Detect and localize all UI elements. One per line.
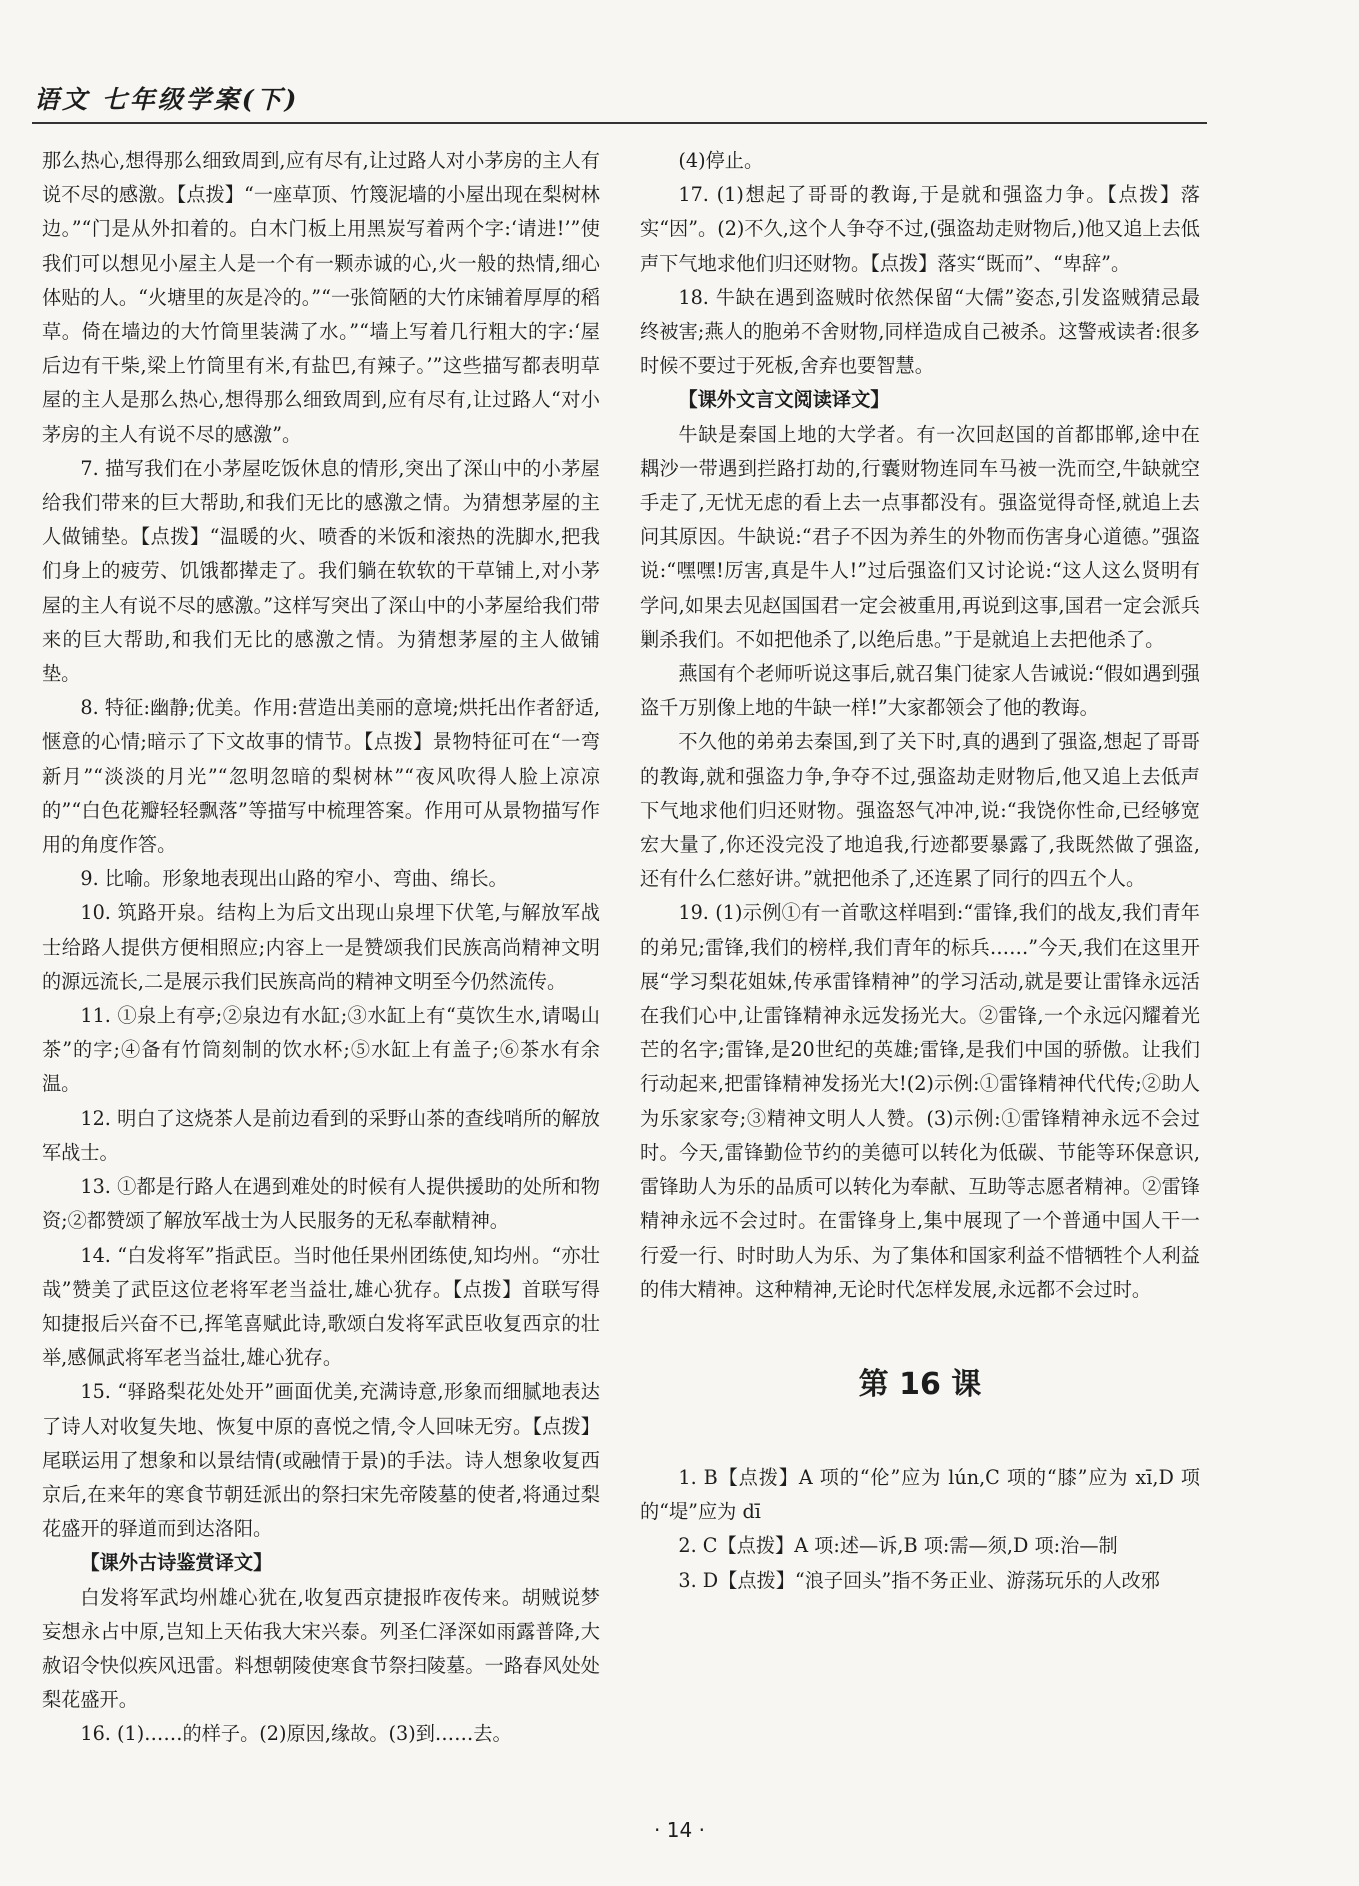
page-header [32,82,1207,124]
translation-paragraph: 牛缺是秦国上地的大学者。有一次回赵国的首都邯郸,途中在耦沙一带遇到拦路打劫的,行囊财物连同车马被一洗而空,牛缺就空手走了,无忧无虑的看上去一点事都没有。强盗觉得奇怪,就追上去问其原因。牛缺说:“君子不因为养生的外物而伤害身心道德。”强盗说:“嘿嘿!厉害,真是牛人!”过后强盗们又讨论说:“这人这么贤明有学问,如果去见赵国国君一定会被重用,再说到这事,国君一定会派兵剿杀我们。不如把他杀了,以绝后患。”于是就追上去把他杀了。 [640,422,1200,651]
answer-13: 13. ①都是行路人在遇到难处的时候有人提供援助的处所和物资;②都赞颂了解放军战士为人民服务的无私奉献精神。 [42,1175,600,1233]
page-number: · 14 · [654,1818,705,1842]
answer-17: 17. (1)想起了哥哥的教诲,于是就和强盗力争。【点拨】落实“因”。(2)不久,这个人争夺不过,(强盗劫走财物后,)他又追上去低声下气地求他们归还财物。【点拨】落实“既而”、“卑辞”。 [640,183,1200,275]
answer-8: 8. 特征:幽静;优美。作用:营造出美丽的意境;烘托出作者舒适,惬意的心情;暗示了下文故事的情节。【点拨】景物特征可在“一弯新月”“淡淡的月光”“忽明忽暗的梨树林”“夜风吹得人脸上凉凉的”“白色花瓣轻轻飘落”等描写中梳理答案。作用可从景物描写作用的角度作答。 [42,696,600,857]
right-column [640,144,1200,1598]
answer-7: 7. 描写我们在小茅屋吃饭休息的情形,突出了深山中的小茅屋给我们带来的巨大帮助,和我们无比的感激之情。为猜想茅屋的主人做铺垫。【点拨】“温暖的火、喷香的米饭和滚热的洗脚水,把我们身上的疲劳、饥饿都撵走了。我们躺在软软的干草铺上,对小茅屋的主人有说不尽的感激。”这样写突出了深山中的小茅屋给我们带来的巨大帮助,和我们无比的感激之情。为猜想茅屋的主人做铺垫。 [42,456,600,686]
answer-18: 18. 牛缺在遇到盗贼时依然保留“大儒”姿态,引发盗贼猜忌最终被害;燕人的胞弟不舍财物,同样造成自己被杀。这警戒读者:很多时候不要过于死板,舍弃也要智慧。 [640,285,1200,378]
answer-2: 2. C【点拨】A 项:述—诉,B 项:需—须,D 项:治—制 [678,1534,1118,1558]
answer-11: 11. ①泉上有亭;②泉边有水缸;③水缸上有“莫饮生水,请喝山茶”的字;④备有竹筒刻制的饮水杯;⑤水缸上有盖子;⑥茶水有余温。 [42,1004,600,1096]
translation-paragraph: 燕国有个老师听说这事后,就召集门徒家人告诫说:“假如遇到强盗千万别像上地的牛缺一样!”大家都领会了他的教诲。 [640,662,1200,720]
section-heading: 【课外古诗鉴赏译文】 [80,1551,273,1575]
answer-1: 1. B【点拨】A 项的“伦”应为 lún,C 项的“膝”应为 xī,D 项的“堤”应为 dī [640,1465,1200,1524]
answer-19: 19. (1)示例①有一首歌这样唱到:“雷锋,我们的战友,我们青年的弟兄;雷锋,我们的榜样,我们青年的标兵……”今天,我们在这里开展“学习梨花姐妹,传承雷锋精神”的学习活动,就是要让雷锋永远活在我们心中,让雷锋精神永远发扬光大。②雷锋,一个永远闪耀着光芒的名字;雷锋,是20世纪的英雄;雷锋,是我们中国的骄傲。让我们行动起来,把雷锋精神发扬光大!(2)示例:①雷锋精神代代传;②助人为乐家家夸;③精神文明人人赞。(3)示例:①雷锋精神永远不会过时。今天,雷锋勤俭节约的美德可以转化为低碳、节能等环保意识,雷锋助人为乐的品质可以转化为奉献、互助等志愿者精神。②雷锋精神永远不会过时。在雷锋身上,集中展现了一个普通中国人干一行爱一行、时时助人为乐、为了集体和国家利益不惜牺牲个人利益的伟大精神。这种精神,无论时代怎样发展,永远都不会过时。 [640,901,1200,1301]
answer-16: 16. (1)……的样子。(2)原因,缘故。(3)到……去。 [80,1722,512,1746]
left-column [42,144,600,1752]
answer-12: 12. 明白了这烧茶人是前边看到的采野山茶的查线哨所的解放军战士。 [42,1106,600,1164]
answer-16-cont: (4)停止。 [678,149,764,172]
answer-14: 14. “白发将军”指武臣。当时他任果州团练使,知均州。“亦壮哉”赞美了武臣这位老将军老当益壮,雄心犹存。【点拨】首联写得知捷报后兴奋不已,挥笔喜赋此诗,歌颂白发将军武臣收复西京的壮举,感佩武将军老当益壮,雄心犹存。 [42,1243,600,1370]
answer-10: 10. 筑路开泉。结构上为后文出现山泉埋下伏笔,与解放军战士给路人提供方便相照应;内容上一是赞颂我们民族高尚精神文明的源远流长,二是展示我们民族高尚的精神文明至今仍然流传。 [42,901,600,993]
answer-15: 15. “驿路梨花处处开”画面优美,充满诗意,形象而细腻地表达了诗人对收复失地、恢复中原的喜悦之情,令人回味无穷。【点拨】尾联运用了想象和以景结情(或融情于景)的手法。诗人想象收复西京后,在来年的寒食节朝廷派出的祭扫宋先帝陵墓的使者,将通过梨花盛开的驿道而到达洛阳。 [42,1380,600,1541]
answer-3: 3. D【点拨】“浪子回头”指不务正业、游荡玩乐的人改邪 [678,1568,1160,1592]
paragraph: 那么热心,想得那么细致周到,应有尽有,让过路人对小茅房的主人有说不尽的感激。【点拨】“一座草顶、竹篾泥墙的小屋出现在梨树林边。”“门是从外扣着的。白木门板上用黑炭写着两个字:‘请进!’”使我们可以想见小屋主人是一个有一颗赤诚的心,火一般的热情,细心体贴的人。“火塘里的灰是冷的。”“一张简陋的大竹床铺着厚厚的稻草。倚在墙边的大竹筒里装满了水。”“墙上写着几行粗大的字:‘屋后边有干柴,梁上竹筒里有米,有盐巴,有辣子。’”这些描写都表明草屋的主人是那么热心,想得那么细致周到,应有尽有,让过路人“对小茅房的主人有说不尽的感激”。 [42,149,600,446]
translation-paragraph: 不久他的弟弟去秦国,到了关下时,真的遇到了强盗,想起了哥哥的教诲,就和强盗力争,争夺不过,强盗劫走财物后,他又追上去低声下气地求他们归还财物。强盗怒气冲冲,说:“我饶你性命,已经够宽宏大量了,你还没完没了地追我,行迹都要暴露了,我既然做了强盗,还有什么仁慈好讲。”就把他杀了,还连累了同行的四五个人。 [640,730,1200,891]
header-title: 语文 七年级学案(下) [34,85,300,114]
translation-paragraph: 白发将军武均州雄心犹在,收复西京捷报昨夜传来。胡贼说梦妄想永占中原,岂知上天佑我大宋兴泰。列圣仁泽深如雨露普降,大赦诏令快似疾风迅雷。料想朝陵使寒食节祭扫陵墓。一路春风处处梨花盛开。 [42,1585,600,1712]
lesson-title: 第 16 课 [858,1366,982,1402]
section-heading: 【课外文言文阅读译文】 [678,388,890,412]
answer-9: 9. 比喻。形象地表现出山路的窄小、弯曲、绵长。 [80,867,508,891]
